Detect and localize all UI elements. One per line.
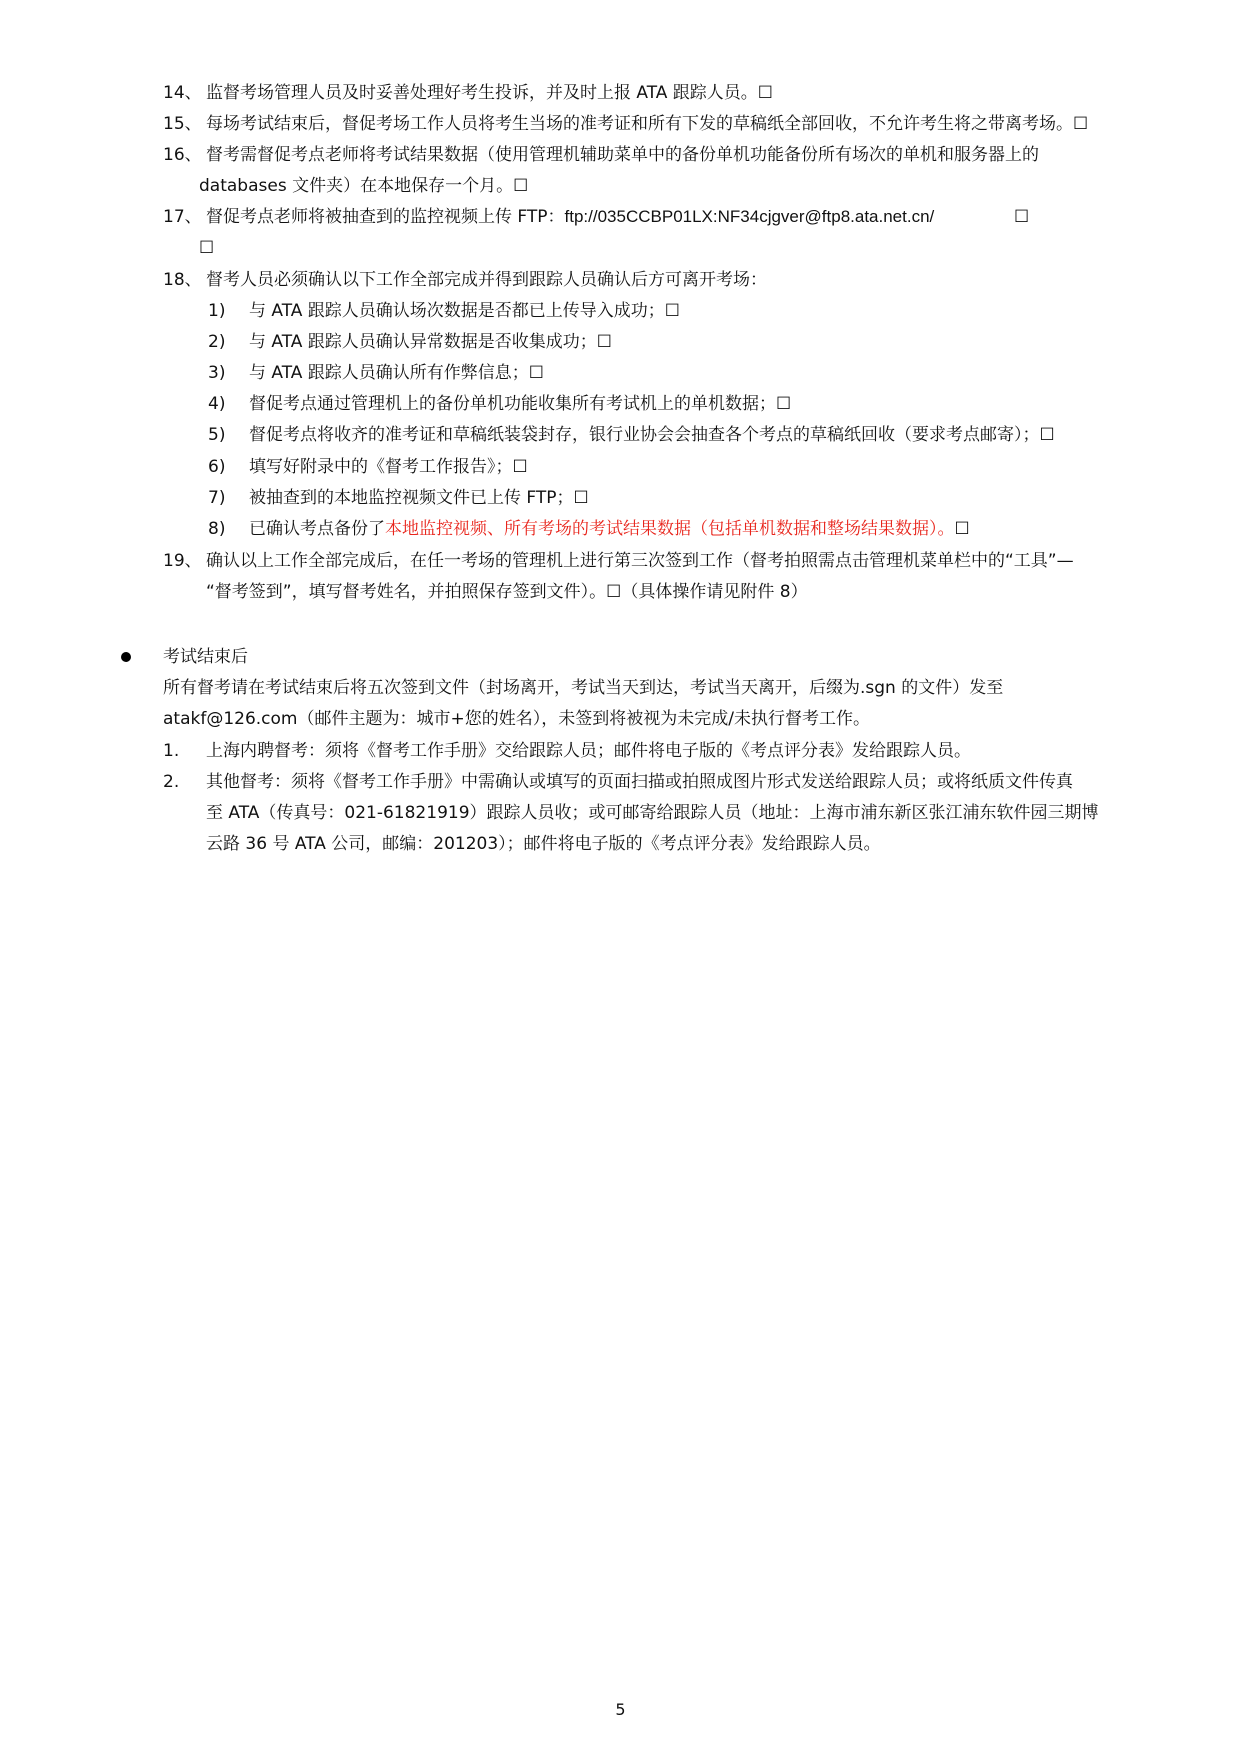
list-item-number: 1. — [163, 741, 180, 761]
item-14-text: 监督考场管理人员及时妥善处理好考生投诉，并及时上报 ATA 跟踪人员。☐ — [206, 83, 774, 103]
list-item-text: 至 ATA（传真号：021-61821919）跟踪人员收；或可邮寄给跟踪人员（地址：上海市浦东新区张江浦东软件园三期博 — [206, 803, 1099, 823]
sub-item-text: 被抽查到的本地监控视频文件已上传 FTP；☐ — [249, 488, 589, 508]
sub-item-text: 督促考点将收齐的准考证和草稿纸装袋封存，银行业协会会抽查各个考点的草稿纸回收（要求考点邮寄）；☐ — [249, 425, 1055, 445]
sub-item-number: 3) — [208, 363, 226, 383]
item-14-number: 14、 — [163, 83, 202, 103]
checkbox-18-8[interactable]: ☐ — [954, 519, 970, 539]
sub-item-text: 督促考点通过管理机上的备份单机功能收集所有考试机上的单机数据；☐ — [249, 394, 792, 414]
sub-item-8-red: 本地监控视频、所有考场的考试结果数据（包括单机数据和整场结果数据）。 — [385, 519, 955, 539]
list-item-number: 2. — [163, 772, 180, 792]
sub-item-text: 与 ATA 跟踪人员确认场次数据是否都已上传导入成功；☐ — [249, 301, 681, 321]
sub-item-number: 4) — [208, 394, 226, 414]
sub-item-8-black: 已确认考点备份了 — [249, 519, 385, 539]
section-paragraph-line1: 所有督考请在考试结束后将五次签到文件（封场离开，考试当天到达，考试当天离开，后缀为.sgn 的文件）发至 — [163, 678, 1004, 698]
ftp-url: ftp://035CCBP01LX:NF34cjgver@ftp8.ata.net.cn/ — [564, 207, 935, 226]
list-item-text: 上海内聘督考：须将《督考工作手册》交给跟踪人员；邮件将电子版的《考点评分表》发给跟踪人员。 — [206, 741, 971, 761]
sub-item-text-8 — [249, 517, 970, 541]
item-17-prefix: 督促考点老师将被抽查到的监控视频上传 FTP： — [206, 207, 565, 227]
sub-item-text: 填写好附录中的《督考工作报告》；☐ — [249, 457, 528, 477]
sub-item-number: 1) — [208, 301, 226, 321]
checkbox-17b[interactable]: ☐ — [199, 238, 215, 258]
item-19-line2: “督考签到”，填写督考姓名，并拍照保存签到文件）。☐（具体操作请见附件 8） — [206, 582, 808, 602]
section-paragraph-line2: atakf@126.com（邮件主题为：城市+您的姓名），未签到将被视为未完成/未执行督考工作。 — [163, 709, 870, 729]
item-16-line2: databases 文件夹）在本地保存一个月。☐ — [199, 176, 529, 196]
item-19-line1: 确认以上工作全部完成后，在任一考场的管理机上进行第三次签到工作（督考拍照需点击管理机菜单栏中的“工具”— — [206, 551, 1074, 571]
item-15-text: 每场考试结束后，督促考场工作人员将考生当场的准考证和所有下发的草稿纸全部回收，不允许考生将之带离考场。☐ — [206, 114, 1089, 134]
list-item-text: 其他督考：须将《督考工作手册》中需确认或填写的页面扫描或拍照成图片形式发送给跟踪人员；或将纸质文件传真 — [206, 772, 1073, 792]
item-16-number: 16、 — [163, 145, 202, 165]
item-16-line1: 督考需督促考点老师将考试结果数据（使用管理机辅助菜单中的备份单机功能备份所有场次的单机和服务器上的 — [206, 145, 1039, 165]
item-15-number: 15、 — [163, 114, 202, 134]
checkbox-17a[interactable]: ☐ — [1014, 207, 1030, 227]
item-18-text: 督考人员必须确认以下工作全部完成并得到跟踪人员确认后方可离开考场： — [206, 270, 767, 290]
sub-item-number: 6) — [208, 457, 226, 477]
sub-item-text: 与 ATA 跟踪人员确认异常数据是否收集成功；☐ — [249, 332, 613, 352]
item-18-number: 18、 — [163, 270, 202, 290]
item-17-text — [206, 205, 934, 229]
sub-item-number: 7) — [208, 488, 226, 508]
sub-item-number: 5) — [208, 425, 226, 445]
list-item-text: 云路 36 号 ATA 公司，邮编：201203）；邮件将电子版的《考点评分表》发给跟踪人员。 — [206, 834, 881, 854]
section-heading: 考试结束后 — [163, 647, 248, 667]
item-17-number: 17、 — [163, 207, 202, 227]
sub-item-number: 2) — [208, 332, 226, 352]
sub-item-number: 8) — [208, 519, 226, 539]
sub-item-text: 与 ATA 跟踪人员确认所有作弊信息；☐ — [249, 363, 545, 383]
page-number: 5 — [615, 1700, 626, 1719]
bullet-icon — [121, 652, 131, 662]
item-19-number: 19、 — [163, 551, 202, 571]
